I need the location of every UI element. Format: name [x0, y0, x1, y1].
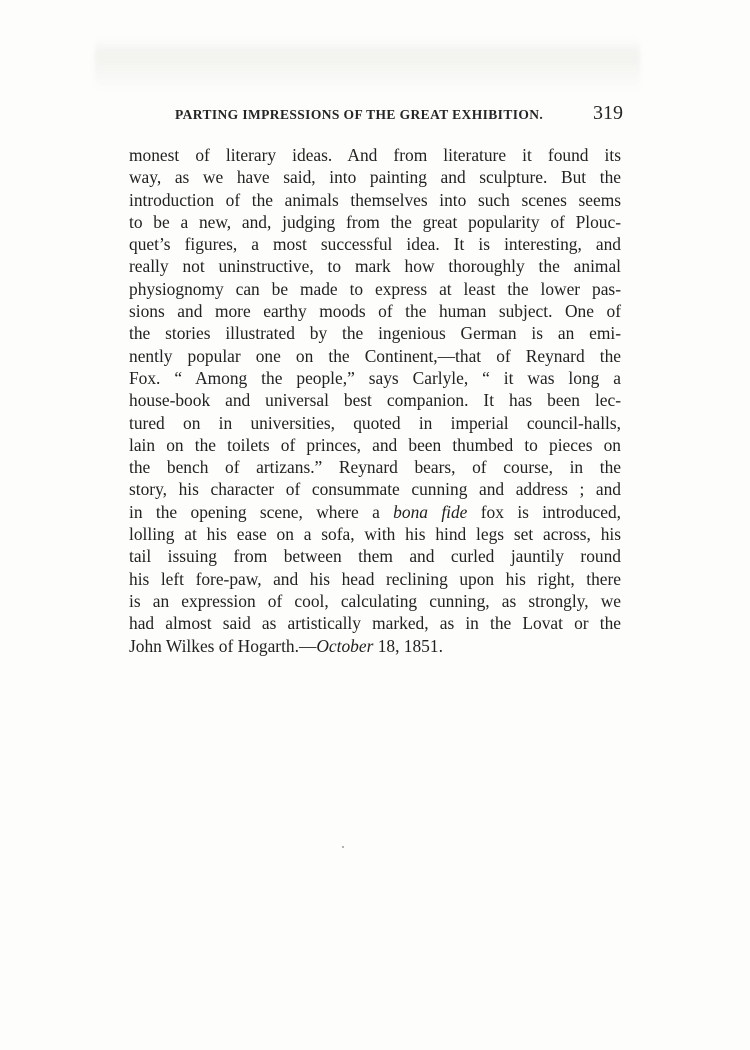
paper-speck	[342, 846, 344, 848]
line-text: quet’s figures, a most successful idea. It is interesting, and	[129, 234, 621, 255]
line-text: 18, 1851.	[373, 635, 443, 656]
text-line	[129, 635, 621, 657]
scan-shadow	[95, 38, 640, 90]
text-line	[129, 278, 621, 300]
line-text: to be a new, and, judging from the great popularity of Plouc-	[129, 211, 621, 232]
text-line	[129, 255, 621, 277]
text-line	[129, 412, 621, 434]
text-line	[129, 211, 621, 233]
text-line	[129, 612, 621, 634]
text-line	[129, 367, 621, 389]
line-text: lain on the toilets of princes, and been thumbed to pieces on	[129, 434, 621, 455]
text-line	[129, 144, 621, 166]
line-text: fox is introduced,	[467, 501, 621, 522]
text-line	[129, 345, 621, 367]
text-line	[129, 545, 621, 567]
line-text: physiognomy can be made to express at least the lower pas-	[129, 278, 621, 299]
running-title: PARTING IMPRESSIONS OF THE GREAT EXHIBITION.	[175, 107, 544, 122]
line-text: tail issuing from between them and curled jauntily round	[129, 546, 621, 567]
text-line	[129, 389, 621, 411]
line-text: Fox. “ Among the people,” says Carlyle, “ it was long a	[129, 367, 621, 388]
text-line	[129, 233, 621, 255]
text-line	[129, 166, 621, 188]
text-line	[129, 501, 621, 523]
line-text: story, his character of consummate cunning and address ; and	[129, 479, 621, 500]
page-header	[175, 102, 623, 128]
text-line	[129, 322, 621, 344]
line-text: had almost said as artistically marked, as in the Lovat or the	[129, 613, 621, 634]
text-line	[129, 478, 621, 500]
italic-text: bona fide	[393, 501, 468, 522]
line-text: the bench of artizans.” Reynard bears, of course, in the	[129, 457, 621, 478]
text-line	[129, 434, 621, 456]
text-line	[129, 456, 621, 478]
text-line	[129, 189, 621, 211]
line-text: introduction of the animals themselves into such scenes seems	[129, 189, 621, 210]
line-text: house-book and universal best companion. It has been lec-	[129, 390, 621, 411]
line-text: sions and more earthy moods of the human subject. One of	[129, 301, 621, 322]
line-text: in the opening scene, where a	[129, 501, 394, 522]
line-text: way, as we have said, into painting and sculpture. But the	[129, 167, 621, 188]
line-text: the stories illustrated by the ingenious German is an emi-	[129, 323, 621, 344]
text-line	[129, 590, 621, 612]
line-text: tured on in universities, quoted in imperial council-halls,	[129, 412, 621, 433]
line-text: his left fore-paw, and his head reclining upon his right, there	[129, 568, 621, 589]
text-line	[129, 568, 621, 590]
italic-text: October	[316, 635, 374, 656]
line-text: is an expression of cool, calculating cunning, as strongly, we	[129, 590, 621, 611]
text-line	[129, 300, 621, 322]
body-text	[129, 144, 621, 657]
page-number: 319	[593, 102, 623, 124]
line-text: monest of literary ideas. And from literature it found its	[129, 145, 621, 165]
line-text: nently popular one on the Continent,—that of Reynard the	[129, 345, 621, 366]
line-text: lolling at his ease on a sofa, with his hind legs set across, his	[129, 524, 621, 545]
line-text: really not uninstructive, to mark how thoroughly the animal	[129, 256, 621, 277]
line-text: John Wilkes of Hogarth.—	[129, 635, 317, 656]
text-line	[129, 523, 621, 545]
